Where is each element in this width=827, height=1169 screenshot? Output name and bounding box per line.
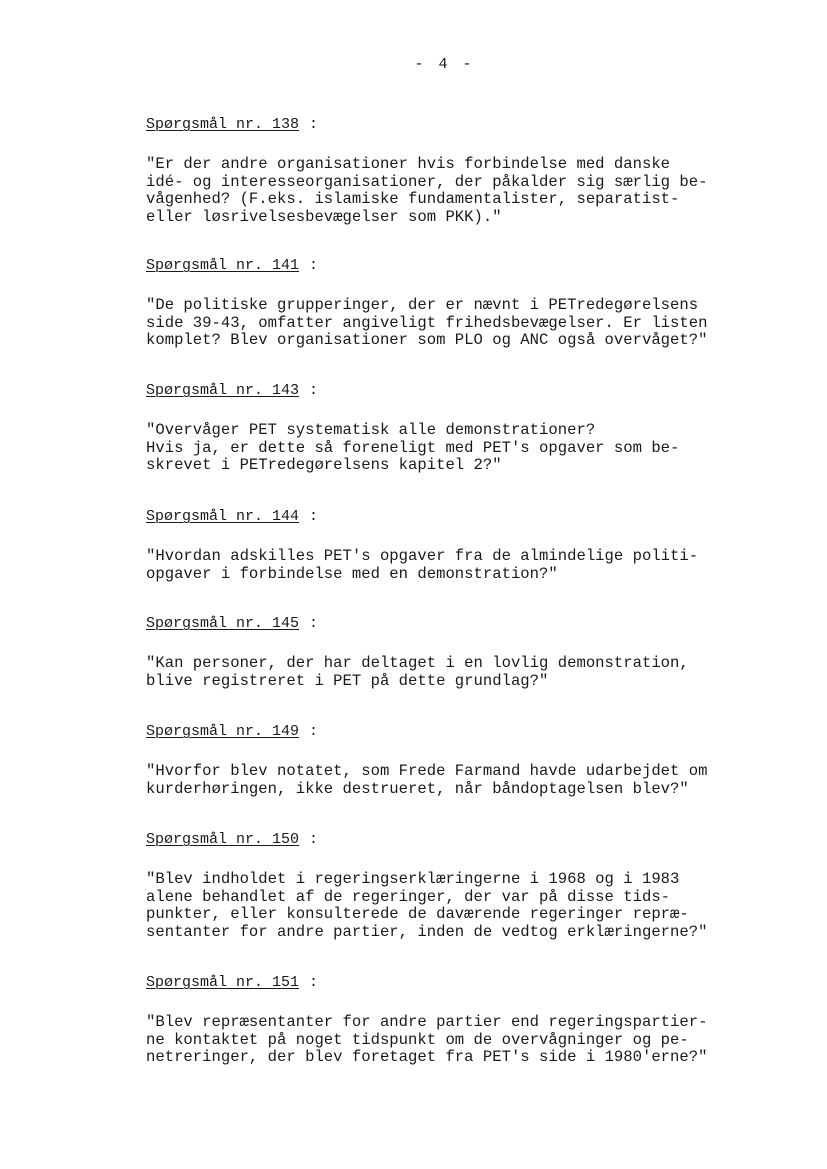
question-label: Spørgsmål nr. 150 <box>146 831 300 848</box>
question-line: "Hvordan adskilles PET's opgaver fra de almindelige politi- <box>146 547 699 565</box>
question-text <box>146 1014 786 1067</box>
question-line: kurderhøringen, ikke destrueret, når båndoptagelsen blev?" <box>146 779 689 798</box>
question-line: "Blev indholdet i regeringserklæringerne i 1968 og i 1983 <box>146 870 680 888</box>
question-heading <box>146 257 786 275</box>
question-150 <box>146 831 786 941</box>
question-text <box>146 297 786 350</box>
question-line: punkter, eller konsulterede de daværende regeringer repræ- <box>146 905 689 924</box>
question-label: Spørgsmål nr. 149 <box>146 723 300 740</box>
question-heading <box>146 831 786 849</box>
question-label: Spørgsmål nr. 141 <box>146 257 300 274</box>
question-line: netreringer, der blev foretaget fra PET's side i 1980'erne?" <box>146 1048 708 1067</box>
question-line: opgaver i forbindelse med en demonstration?" <box>146 564 558 583</box>
question-label: Spørgsmål nr. 144 <box>146 508 300 525</box>
question-heading <box>146 723 786 741</box>
question-text <box>146 548 786 583</box>
question-heading <box>146 508 786 526</box>
question-line: "De politiske grupperinger, der er nævnt i PETredegørelsens <box>146 296 699 314</box>
question-line: alene behandlet af de regeringer, der var på disse tids- <box>146 887 671 906</box>
question-heading <box>146 382 786 400</box>
question-149 <box>146 723 786 798</box>
question-colon: : <box>309 723 319 740</box>
question-text <box>146 655 786 690</box>
question-colon: : <box>309 116 319 133</box>
question-143 <box>146 382 786 475</box>
question-line: "Er der andre organisationer hvis forbindelse med danske <box>146 155 671 173</box>
question-line: side 39-43, omfatter angiveligt frihedsbevægelser. Er listen <box>146 313 708 332</box>
question-line: vågenhed? (F.eks. islamiske fundamentalister, separatist- <box>146 190 680 209</box>
question-label: Spørgsmål nr. 143 <box>146 382 300 399</box>
question-colon: : <box>309 831 319 848</box>
question-colon: : <box>309 257 319 274</box>
question-138 <box>146 116 786 226</box>
question-line: "Overvåger PET systematisk alle demonstrationer? <box>146 421 596 439</box>
question-141 <box>146 257 786 350</box>
question-line: sentanter for andre partier, inden de vedtog erklæringerne?" <box>146 922 708 941</box>
question-label: Spørgsmål nr. 151 <box>146 974 300 991</box>
question-line: "Hvorfor blev notatet, som Frede Farmand havde udarbejdet om <box>146 762 708 780</box>
question-145 <box>146 615 786 690</box>
question-heading <box>146 116 786 134</box>
question-label: Spørgsmål nr. 145 <box>146 615 300 632</box>
question-colon: : <box>309 615 319 632</box>
question-heading <box>146 974 786 992</box>
question-colon: : <box>309 974 319 991</box>
page-number: - 4 - <box>414 56 475 73</box>
question-label: Spørgsmål nr. 138 <box>146 116 300 133</box>
question-line: Hvis ja, er dette så foreneligt med PET's opgaver som be- <box>146 438 680 457</box>
question-144 <box>146 508 786 583</box>
question-text <box>146 871 786 941</box>
question-line: "Kan personer, der har deltaget i en lovlig demonstration, <box>146 654 689 672</box>
question-colon: : <box>309 508 319 525</box>
question-line: idé- og interesseorganisationer, der påkalder sig særlig be- <box>146 172 708 191</box>
question-text <box>146 156 786 226</box>
question-colon: : <box>309 382 319 399</box>
question-heading <box>146 615 786 633</box>
question-line: komplet? Blev organisationer som PLO og ANC også overvåget?" <box>146 331 708 350</box>
question-line: skrevet i PETredegørelsens kapitel 2?" <box>146 456 502 475</box>
question-151 <box>146 974 786 1067</box>
question-line: blive registreret i PET på dette grundlag?" <box>146 671 549 690</box>
question-text <box>146 763 786 798</box>
question-text <box>146 422 786 475</box>
question-line: "Blev repræsentanter for andre partier end regeringspartier- <box>146 1013 708 1031</box>
question-line: ne kontaktet på noget tidspunkt om de overvågninger og pe- <box>146 1030 689 1049</box>
question-line: eller løsrivelsesbevægelser som PKK)." <box>146 207 502 226</box>
